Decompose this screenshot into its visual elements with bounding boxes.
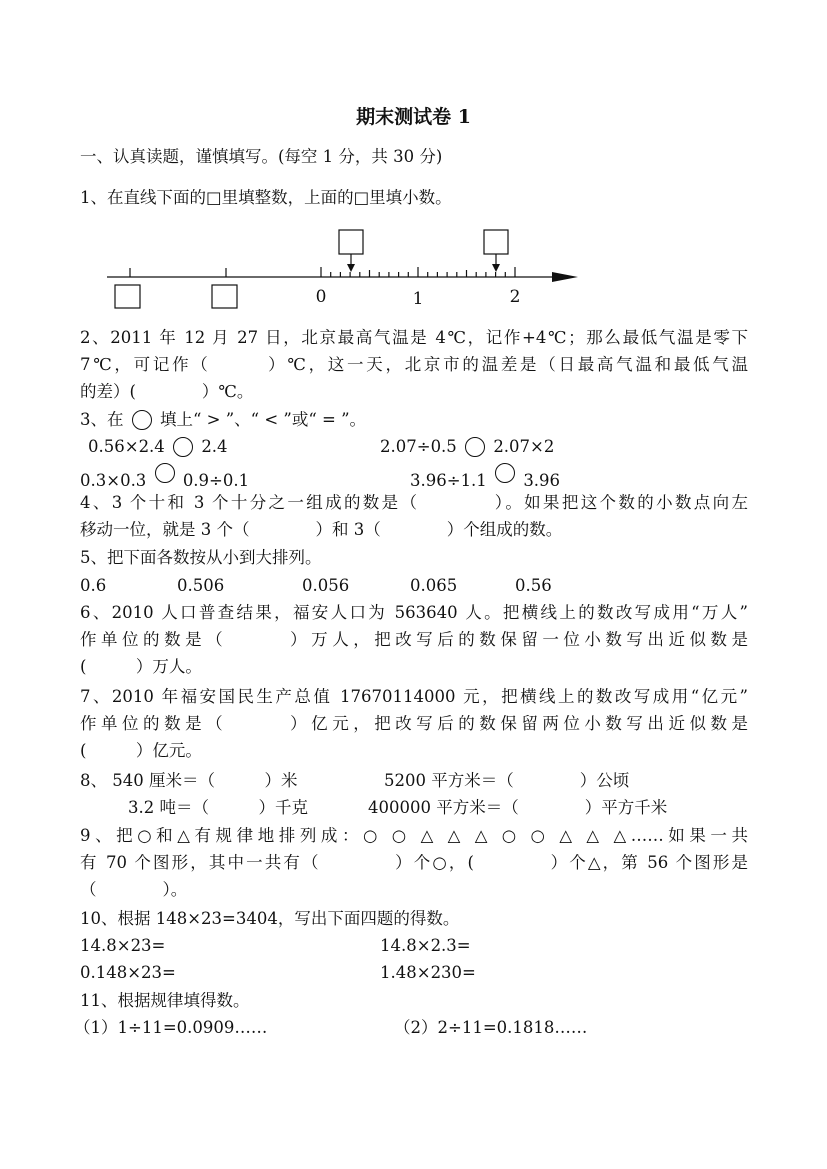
number-0-056: 0.056 (302, 576, 350, 595)
question-7-line-1: 7、2010 年福安国民生产总值 17670114000 元，把横线上的数改写成用“亿元” (80, 687, 748, 706)
compare-item-1-right: 2.4 (201, 437, 228, 456)
pointer-arrowhead-2 (492, 264, 500, 272)
question-9-line-1: 9、把○和△有规律地排列成：○ ○ △ △ △ ○ ○ △ △ △……如果一共 (80, 826, 748, 845)
compare-item-4 (410, 463, 560, 492)
question-8-row-2-right: 400000 平方米＝（ ）平方千米 (368, 798, 668, 817)
compare-answer-circle-3[interactable] (155, 463, 175, 483)
question-11-item-1: （1）1÷11=0.0909…… (74, 1018, 268, 1037)
question-2-line-2: 7℃，可记作（ ）℃，这一天，北京市的温差是（日最高气温和最低气温 (80, 355, 748, 374)
number-0-506: 0.506 (177, 576, 225, 595)
question-10-item-2: 14.8×2.3= (380, 936, 471, 955)
decimal-answer-box-2[interactable] (484, 230, 508, 254)
compare-circle-sample (132, 410, 152, 430)
page-title: 期末测试卷 1 (356, 106, 471, 128)
compare-item-4-right: 3.96 (523, 471, 561, 490)
compare-item-3-left: 0.3×0.3 (80, 471, 147, 490)
question-2-line-1: 2、2011 年 12 月 27 日，北京最高气温是 4℃，记作+4℃；那么最低气温是零下 (80, 328, 748, 347)
compare-item-3 (80, 463, 249, 492)
question-9-line-2: 有 70 个图形，其中一共有（ ）个○，( ）个△，第 56 个图形是 (80, 853, 748, 872)
question-8-row-1-right: 5200 平方米＝（ ）公顷 (384, 771, 630, 790)
compare-answer-circle-4[interactable] (495, 463, 515, 483)
question-8-row-1-left: 8、 540 厘米＝（ ）米 (80, 771, 298, 790)
question-7-line-2: 作单位的数是（ ）亿元，把改写后的数保留两位小数写出近似数是 (80, 714, 748, 733)
question-11-text: 11、根据规律填得数。 (80, 991, 250, 1010)
question-1-text: 1、在直线下面的□里填整数，上面的□里填小数。 (80, 188, 452, 207)
compare-item-4-left: 3.96÷1.1 (410, 471, 487, 490)
numberline-label-2: 2 (509, 287, 521, 307)
section-1-heading: 一、认真读题，谨慎填写。(每空 1 分，共 30 分) (80, 147, 443, 166)
question-2-line-3: 的差）( ）℃。 (80, 382, 254, 401)
question-3-suffix: 填上“ > ”、“ < ”或“ = ”。 (160, 410, 367, 429)
compare-item-2 (380, 436, 554, 458)
number-line-arrow (552, 272, 578, 282)
compare-item-1-left: 0.56×2.4 (88, 437, 165, 456)
question-10-item-4: 1.48×230= (380, 963, 476, 982)
compare-item-1 (88, 436, 228, 458)
integer-answer-box-2[interactable] (212, 285, 237, 308)
question-6-line-2: 作单位的数是（ ）万人，把改写后的数保留一位小数写出近似数是 (80, 630, 748, 649)
compare-item-3-right: 0.9÷0.1 (182, 471, 250, 490)
number-0-065: 0.065 (410, 576, 458, 595)
number-0-6: 0.6 (80, 576, 107, 595)
question-11-item-2: （2）2÷11=0.1818…… (394, 1018, 588, 1037)
question-10-item-1: 14.8×23= (80, 936, 166, 955)
compare-item-2-left: 2.07÷0.5 (380, 437, 457, 456)
pointer-arrowhead-1 (347, 264, 355, 272)
compare-answer-circle-1[interactable] (173, 437, 193, 457)
question-5-text: 5、把下面各数按从小到大排列。 (80, 548, 322, 567)
question-4-line-2: 移动一位，就是 3 个（ ）和 3（ ）个组成的数。 (80, 520, 563, 539)
compare-answer-circle-2[interactable] (465, 437, 485, 457)
question-10-item-3: 0.148×23= (80, 963, 176, 982)
question-9-line-3: （ ）。 (80, 880, 188, 899)
question-8-row-2-left: 3.2 吨＝（ ）千克 (128, 798, 308, 817)
decimal-answer-box-1[interactable] (339, 230, 363, 254)
question-7-line-3: ( ）亿元。 (80, 741, 202, 760)
question-3-text (80, 409, 366, 431)
question-3-prefix: 3、在 (80, 410, 124, 429)
compare-item-2-right: 2.07×2 (493, 437, 555, 456)
question-6-line-1: 6、2010 人口普查结果，福安人口为 563640 人。把横线上的数改写成用“万人” (80, 603, 748, 622)
question-6-line-3: ( ）万人。 (80, 657, 202, 676)
integer-answer-box-1[interactable] (115, 285, 140, 308)
question-10-text: 10、根据 148×23=3404，写出下面四题的得数。 (80, 909, 460, 928)
numberline-label-1: 1 (412, 289, 424, 309)
question-4-line-1: 4、3 个十和 3 个十分之一组成的数是（ ）。如果把这个数的小数点向左 (80, 493, 748, 512)
number-0-56: 0.56 (515, 576, 552, 595)
numberline-label-0: 0 (315, 287, 327, 307)
